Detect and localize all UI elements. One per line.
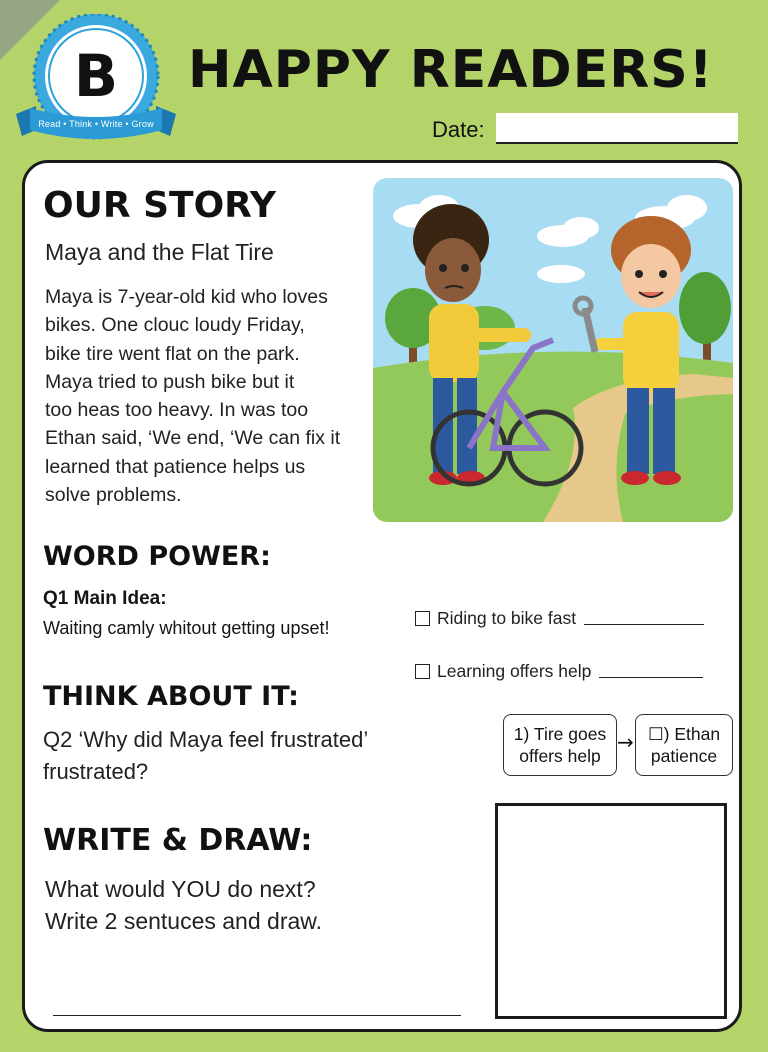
option-row[interactable] — [415, 661, 703, 682]
story-line: Maya tried to push bike but it — [45, 370, 295, 393]
write-prompt-line1: What would YOU do next? — [45, 876, 316, 902]
story-text — [45, 283, 375, 509]
sequence-box-2 — [635, 714, 733, 776]
sequence-box-2-line1: ☐) Ethan — [647, 724, 721, 744]
drawing-box[interactable] — [495, 803, 727, 1019]
q2-line1: Q2 ‘Why did Maya feel frustrated’ — [43, 727, 369, 752]
story-title: Maya and the Flat Tire — [45, 239, 274, 265]
story-illustration — [373, 178, 733, 522]
think-heading: THINK ABOUT IT: — [43, 681, 299, 712]
answer-blank[interactable] — [599, 677, 703, 678]
badge-letter: B — [73, 42, 119, 110]
sequence-box-2-line2: patience — [650, 746, 718, 766]
worksheet-card — [22, 160, 742, 1032]
write-prompt-line2: Write 2 sentuces and draw. — [45, 908, 322, 934]
q1-text: Waiting camly whitout getting upset! — [43, 618, 330, 638]
arrow-right-icon: → — [617, 730, 634, 754]
writing-line[interactable] — [53, 1015, 461, 1016]
story-line: bike tire went flat on the park. — [45, 342, 300, 365]
option-label: Learning offers help — [437, 661, 592, 681]
q1-label: Q1 Main Idea: — [43, 588, 167, 609]
checkbox[interactable] — [415, 664, 430, 679]
story-heading: OUR STORY — [43, 185, 276, 226]
q2-line2: frustrated? — [43, 759, 149, 784]
option-label: Riding to bike fast — [437, 608, 577, 628]
date-field[interactable] — [496, 113, 738, 144]
story-line: learned that patience helps us — [45, 455, 306, 478]
sequence-box-1 — [503, 714, 617, 776]
badge-ribbon-text: Read • Think • Write • Grow — [38, 119, 154, 129]
page-title: HAPPY READERS! — [188, 40, 714, 100]
story-line: solve problems. — [45, 484, 182, 507]
sequence-box-1-line2: offers help — [519, 746, 601, 766]
story-line: bikes. One clouc loudy Friday, — [45, 314, 305, 337]
word-power-heading: WORD POWER: — [43, 541, 271, 572]
option-row[interactable] — [415, 608, 704, 629]
sequence-box-1-line1: 1) Tire goes — [513, 724, 607, 744]
story-line: Maya is 7-year-old kid who loves — [45, 286, 328, 308]
answer-blank[interactable] — [584, 624, 704, 625]
write-draw-heading: WRITE & DRAW: — [43, 823, 313, 858]
story-line: Ethan said, ‘We end, ‘We can fix it — [45, 427, 341, 450]
story-line: too heas too heavy. In was too — [45, 399, 309, 422]
checkbox[interactable] — [415, 611, 430, 626]
date-label: Date: — [432, 117, 485, 142]
level-badge — [14, 14, 178, 142]
